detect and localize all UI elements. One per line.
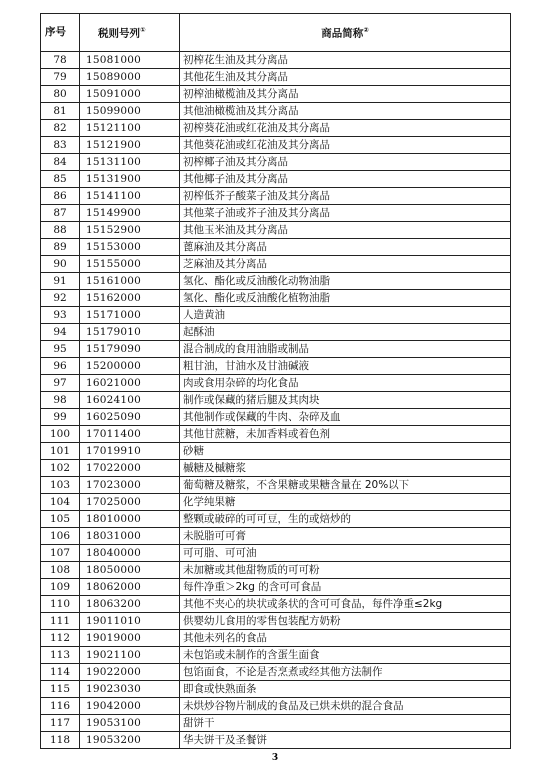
table-row: [41, 579, 511, 596]
row-tariff-code: 15153000: [80, 239, 180, 256]
row-product-name: 华夫饼干及圣餐饼: [180, 732, 511, 749]
row-index: 102: [41, 460, 80, 477]
row-index: 114: [41, 664, 80, 681]
row-tariff-code: 19021100: [80, 647, 180, 664]
table-row: [41, 545, 511, 562]
row-index: 116: [41, 698, 80, 715]
row-product-name: 其他花生油及其分离品: [180, 69, 511, 86]
row-index: 103: [41, 477, 80, 494]
table-row: [41, 460, 511, 477]
table-row: [41, 358, 511, 375]
table-row: [41, 715, 511, 732]
row-product-name: 氢化、酯化或反油酸化动物油脂: [180, 273, 511, 290]
row-product-name: 制作或保藏的猪后腿及其肉块: [180, 392, 511, 409]
row-tariff-code: 15089000: [80, 69, 180, 86]
footnote-mark-code: ①: [140, 26, 146, 35]
row-tariff-code: 15171000: [80, 307, 180, 324]
row-tariff-code: 16024100: [80, 392, 180, 409]
row-product-name: 氢化、酯化或反油酸化植物油脂: [180, 290, 511, 307]
table-row: [41, 647, 511, 664]
row-index: 92: [41, 290, 80, 307]
row-index: 84: [41, 154, 80, 171]
row-product-name: 人造黄油: [180, 307, 511, 324]
table-row: [41, 154, 511, 171]
page-number: 3: [271, 753, 279, 763]
table-row: [41, 69, 511, 86]
row-tariff-code: 18010000: [80, 511, 180, 528]
row-tariff-code: 18062000: [80, 579, 180, 596]
header-code: 税则号列①: [80, 14, 180, 52]
row-product-name: 其他椰子油及其分离品: [180, 171, 511, 188]
row-product-name: 甜饼干: [180, 715, 511, 732]
row-index: 110: [41, 596, 80, 613]
row-product-name: 初榨低芥子酸菜子油及其分离品: [180, 188, 511, 205]
header-index: 序号: [41, 14, 80, 52]
row-index: 118: [41, 732, 80, 749]
row-tariff-code: 17019910: [80, 443, 180, 460]
row-product-name: 其他甘蔗糖，未加香料或着色剂: [180, 426, 511, 443]
table-row: [41, 630, 511, 647]
row-index: 93: [41, 307, 80, 324]
row-tariff-code: 19053100: [80, 715, 180, 732]
row-tariff-code: 15152900: [80, 222, 180, 239]
row-product-name: 肉或食用杂碎的均化食品: [180, 375, 511, 392]
row-index: 90: [41, 256, 80, 273]
row-tariff-code: 15200000: [80, 358, 180, 375]
row-tariff-code: 15099000: [80, 103, 180, 120]
row-product-name: 即食或快熟面条: [180, 681, 511, 698]
row-product-name: 未烘炒谷物片制成的食品及已烘未烘的混合食品: [180, 698, 511, 715]
row-index: 97: [41, 375, 80, 392]
row-index: 89: [41, 239, 80, 256]
row-tariff-code: 17025000: [80, 494, 180, 511]
row-tariff-code: 19019000: [80, 630, 180, 647]
table-row: [41, 256, 511, 273]
table-header: [41, 14, 511, 52]
row-product-name: 供婴幼儿食用的零售包装配方奶粉: [180, 613, 511, 630]
row-index: 113: [41, 647, 80, 664]
table-row: [41, 511, 511, 528]
row-product-name: 其他菜子油或芥子油及其分离品: [180, 205, 511, 222]
tariff-table-sheet: [40, 13, 511, 749]
row-tariff-code: 19023030: [80, 681, 180, 698]
table-row: [41, 613, 511, 630]
table-row: [41, 188, 511, 205]
row-product-name: 其他葵花油或红花油及其分离品: [180, 137, 511, 154]
row-tariff-code: 17022000: [80, 460, 180, 477]
row-product-name: 初榨花生油及其分离品: [180, 52, 511, 69]
row-tariff-code: 18050000: [80, 562, 180, 579]
row-tariff-code: 18031000: [80, 528, 180, 545]
row-product-name: 芝麻油及其分离品: [180, 256, 511, 273]
row-product-name: 蓖麻油及其分离品: [180, 239, 511, 256]
row-product-name: 粗甘油，甘油水及甘油碱液: [180, 358, 511, 375]
row-tariff-code: 15141100: [80, 188, 180, 205]
row-product-name: 混合制成的食用油脂或制品: [180, 341, 511, 358]
row-product-name: 槭糖及槭糖浆: [180, 460, 511, 477]
row-index: 91: [41, 273, 80, 290]
row-tariff-code: 15081000: [80, 52, 180, 69]
row-index: 87: [41, 205, 80, 222]
row-index: 112: [41, 630, 80, 647]
table-row: [41, 664, 511, 681]
row-tariff-code: 19022000: [80, 664, 180, 681]
table-row: [41, 86, 511, 103]
row-product-name: 葡萄糖及糖浆，不含果糖或果糖含量在 20%以下: [180, 477, 511, 494]
row-tariff-code: 18063200: [80, 596, 180, 613]
row-index: 117: [41, 715, 80, 732]
row-product-name: 未包馅或未制作的含蛋生面食: [180, 647, 511, 664]
row-index: 85: [41, 171, 80, 188]
row-index: 106: [41, 528, 80, 545]
table-row: [41, 562, 511, 579]
row-product-name: 其他玉米油及其分离品: [180, 222, 511, 239]
tariff-table: [40, 13, 511, 749]
row-index: 105: [41, 511, 80, 528]
table-row: [41, 681, 511, 698]
row-index: 111: [41, 613, 80, 630]
row-index: 83: [41, 137, 80, 154]
row-index: 108: [41, 562, 80, 579]
header-name: 商品简称②: [180, 14, 511, 52]
table-row: [41, 103, 511, 120]
row-tariff-code: 15155000: [80, 256, 180, 273]
row-product-name: 化学纯果糖: [180, 494, 511, 511]
row-index: 96: [41, 358, 80, 375]
row-index: 101: [41, 443, 80, 460]
row-index: 94: [41, 324, 80, 341]
row-tariff-code: 15131900: [80, 171, 180, 188]
table-row: [41, 290, 511, 307]
row-tariff-code: 16025090: [80, 409, 180, 426]
row-tariff-code: 15131100: [80, 154, 180, 171]
row-index: 104: [41, 494, 80, 511]
table-row: [41, 409, 511, 426]
row-product-name: 初榨椰子油及其分离品: [180, 154, 511, 171]
row-product-name: 包馅面食，不论是否烹煮或经其他方法制作: [180, 664, 511, 681]
table-row: [41, 120, 511, 137]
row-index: 81: [41, 103, 80, 120]
table-body: [41, 52, 511, 749]
row-index: 107: [41, 545, 80, 562]
table-row: [41, 426, 511, 443]
row-product-name: 起酥油: [180, 324, 511, 341]
table-row: [41, 137, 511, 154]
row-index: 88: [41, 222, 80, 239]
table-row: [41, 494, 511, 511]
row-tariff-code: 15149900: [80, 205, 180, 222]
row-product-name: 未加糖或其他甜物质的可可粉: [180, 562, 511, 579]
row-index: 98: [41, 392, 80, 409]
row-tariff-code: 16021000: [80, 375, 180, 392]
row-product-name: 其他不夹心的块状或条状的含可可食品，每件净重≤2kg: [180, 596, 511, 613]
row-tariff-code: 15179090: [80, 341, 180, 358]
table-row: [41, 205, 511, 222]
row-index: 86: [41, 188, 80, 205]
row-product-name: 砂糖: [180, 443, 511, 460]
row-tariff-code: 15179010: [80, 324, 180, 341]
row-tariff-code: 15161000: [80, 273, 180, 290]
table-row: [41, 596, 511, 613]
table-row: [41, 324, 511, 341]
row-product-name: 整颗或破碎的可可豆，生的或焙炒的: [180, 511, 511, 528]
row-index: 99: [41, 409, 80, 426]
table-row: [41, 171, 511, 188]
table-row: [41, 528, 511, 545]
row-tariff-code: 19042000: [80, 698, 180, 715]
row-tariff-code: 19053200: [80, 732, 180, 749]
table-row: [41, 341, 511, 358]
table-row: [41, 52, 511, 69]
row-tariff-code: 17023000: [80, 477, 180, 494]
row-index: 79: [41, 69, 80, 86]
row-product-name: 可可脂、可可油: [180, 545, 511, 562]
row-product-name: 其他未列名的食品: [180, 630, 511, 647]
row-product-name: 每件净重＞2kg 的含可可食品: [180, 579, 511, 596]
table-row: [41, 698, 511, 715]
row-tariff-code: 17011400: [80, 426, 180, 443]
row-tariff-code: 15121100: [80, 120, 180, 137]
row-tariff-code: 15162000: [80, 290, 180, 307]
row-index: 115: [41, 681, 80, 698]
row-tariff-code: 15091000: [80, 86, 180, 103]
row-tariff-code: 19011010: [80, 613, 180, 630]
table-row: [41, 443, 511, 460]
row-tariff-code: 18040000: [80, 545, 180, 562]
table-row: [41, 222, 511, 239]
footnote-mark-name: ②: [363, 26, 369, 35]
table-row: [41, 307, 511, 324]
table-row: [41, 375, 511, 392]
table-row: [41, 239, 511, 256]
table-row: [41, 392, 511, 409]
row-index: 78: [41, 52, 80, 69]
row-index: 109: [41, 579, 80, 596]
row-index: 82: [41, 120, 80, 137]
row-tariff-code: 15121900: [80, 137, 180, 154]
row-product-name: 初榨油橄榄油及其分离品: [180, 86, 511, 103]
table-row: [41, 732, 511, 749]
table-row: [41, 477, 511, 494]
row-index: 80: [41, 86, 80, 103]
row-product-name: 其他制作或保藏的牛肉、杂碎及血: [180, 409, 511, 426]
row-index: 100: [41, 426, 80, 443]
row-product-name: 未脱脂可可膏: [180, 528, 511, 545]
row-product-name: 其他油橄榄油及其分离品: [180, 103, 511, 120]
row-index: 95: [41, 341, 80, 358]
table-row: [41, 273, 511, 290]
row-product-name: 初榨葵花油或红花油及其分离品: [180, 120, 511, 137]
